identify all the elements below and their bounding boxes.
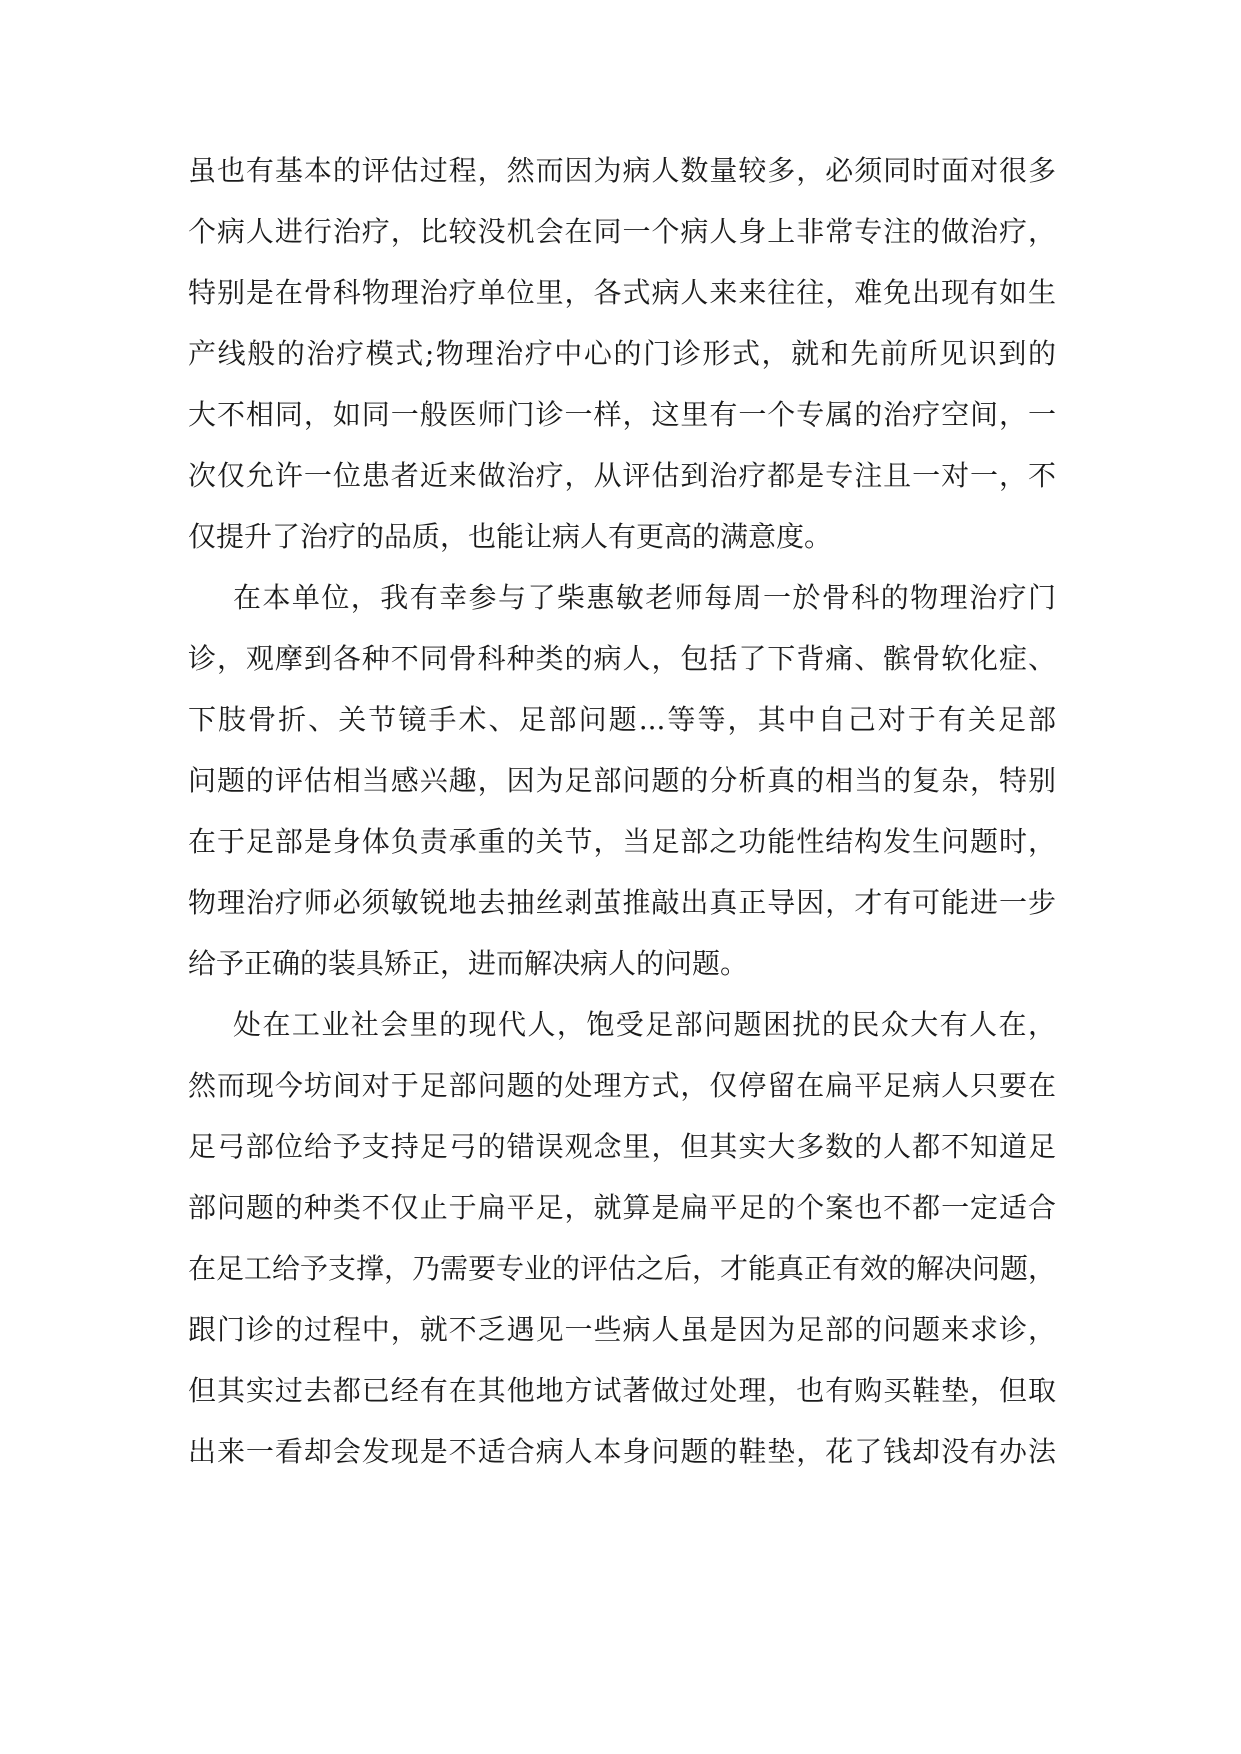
text-line: 出来一看却会发现是不适合病人本身问题的鞋垫，花了钱却没有办法 — [188, 1435, 1056, 1468]
text-line: 在足工给予支撑，乃需要专业的评估之后，才能真正有效的解决问题， — [188, 1252, 1057, 1285]
text-line: 诊，观摩到各种不同骨科种类的病人，包括了下背痛、髌骨软化症、 — [188, 642, 1056, 675]
text-line: 在于足部是身体负责承重的关节，当足部之功能性结构发生问题时， — [188, 825, 1056, 858]
text-line: 处在工业社会里的现代人，饱受足部问题困扰的民众大有人在， — [233, 1008, 1056, 1041]
text-line: 在本单位，我有幸参与了柴惠敏老师每周一於骨科的物理治疗门 — [233, 581, 1056, 614]
text-line: 物理治疗师必须敏锐地去抽丝剥茧推敲出真正导因，才有可能进一步 — [188, 886, 1056, 919]
text-line: 问题的评估相当感兴趣，因为足部问题的分析真的相当的复杂，特别 — [188, 764, 1056, 797]
text-line: 个病人进行治疗，比较没机会在同一个病人身上非常专注的做治疗， — [188, 215, 1056, 248]
text-line: 仅提升了治疗的品质，也能让病人有更高的满意度。 — [188, 520, 833, 553]
text-line: 然而现今坊间对于足部问题的处理方式，仅停留在扁平足病人只要在 — [188, 1069, 1056, 1102]
text-line: 特别是在骨科物理治疗单位里，各式病人来来往往，难免出现有如生 — [188, 276, 1056, 309]
text-line: 次仅允许一位患者近来做治疗，从评估到治疗都是专注且一对一，不 — [188, 459, 1056, 492]
body-text — [188, 140, 1056, 1482]
text-line: 但其实过去都已经有在其他地方试著做过处理，也有购买鞋垫，但取 — [188, 1374, 1056, 1407]
text-line: 跟门诊的过程中，就不乏遇见一些病人虽是因为足部的问题来求诊， — [188, 1313, 1056, 1346]
text-line: 给予正确的装具矫正，进而解决病人的问题。 — [188, 947, 749, 980]
text-line: 产线般的治疗模式;物理治疗中心的门诊形式，就和先前所见识到的 — [188, 337, 1056, 370]
text-line: 下肢骨折、关节镜手术、足部问题...等等，其中自己对于有关足部 — [188, 703, 1056, 736]
text-line: 足弓部位给予支持足弓的错误观念里，但其实大多数的人都不知道足 — [188, 1130, 1056, 1163]
text-line: 虽也有基本的评估过程，然而因为病人数量较多，必须同时面对很多 — [188, 154, 1056, 187]
text-line: 部问题的种类不仅止于扁平足，就算是扁平足的个案也不都一定适合 — [188, 1191, 1056, 1224]
text-line: 大不相同，如同一般医师门诊一样，这里有一个专属的治疗空间，一 — [188, 398, 1056, 431]
